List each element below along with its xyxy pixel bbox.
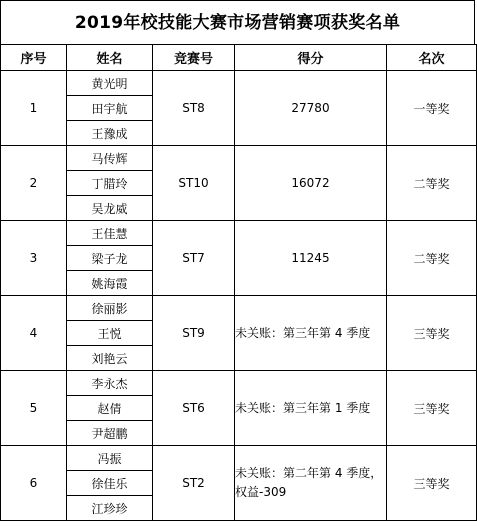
rank-cell: 二等奖	[387, 221, 477, 296]
sheet-title: 2019年校技能大赛市场营销赛项获奖名单	[0, 0, 475, 44]
member-name: 吴龙威	[67, 196, 153, 221]
table-row	[1, 146, 477, 171]
score-cell: 16072	[235, 146, 387, 221]
seq-cell: 1	[1, 71, 67, 146]
match-no-cell: ST10	[153, 146, 235, 221]
seq-cell: 4	[1, 296, 67, 371]
member-name: 黄光明	[67, 71, 153, 96]
score-cell: 未关账：第二年第 4 季度，权益-309	[235, 446, 387, 521]
header-match-no: 竞赛号	[153, 45, 235, 71]
table-row	[1, 71, 477, 96]
score-cell: 27780	[235, 71, 387, 146]
score-cell: 未关账：第三年第 1 季度	[235, 371, 387, 446]
seq-cell: 6	[1, 446, 67, 521]
member-name: 姚海霞	[67, 271, 153, 296]
match-no-cell: ST9	[153, 296, 235, 371]
member-name: 王悦	[67, 321, 153, 346]
match-no-cell: ST7	[153, 221, 235, 296]
member-name: 徐丽影	[67, 296, 153, 321]
score-cell: 11245	[235, 221, 387, 296]
header-row	[1, 45, 477, 71]
rank-cell: 一等奖	[387, 71, 477, 146]
rank-cell: 三等奖	[387, 446, 477, 521]
header-score: 得分	[235, 45, 387, 71]
header-rank: 名次	[387, 45, 477, 71]
table-row	[1, 221, 477, 246]
table-row	[1, 446, 477, 471]
member-name: 江珍珍	[67, 496, 153, 521]
member-name: 刘艳云	[67, 346, 153, 371]
awards-table	[0, 44, 477, 521]
match-no-cell: ST6	[153, 371, 235, 446]
table-row	[1, 296, 477, 321]
member-name: 尹超鹏	[67, 421, 153, 446]
seq-cell: 3	[1, 221, 67, 296]
member-name: 马传辉	[67, 146, 153, 171]
member-name: 赵倩	[67, 396, 153, 421]
seq-cell: 5	[1, 371, 67, 446]
match-no-cell: ST2	[153, 446, 235, 521]
member-name: 徐佳乐	[67, 471, 153, 496]
member-name: 冯振	[67, 446, 153, 471]
seq-cell: 2	[1, 146, 67, 221]
header-seq: 序号	[1, 45, 67, 71]
rank-cell: 三等奖	[387, 371, 477, 446]
rank-cell: 三等奖	[387, 296, 477, 371]
member-name: 田宇航	[67, 96, 153, 121]
score-cell: 未关账：第三年第 4 季度	[235, 296, 387, 371]
rank-cell: 二等奖	[387, 146, 477, 221]
header-name: 姓名	[67, 45, 153, 71]
member-name: 丁腊玲	[67, 171, 153, 196]
member-name: 王佳慧	[67, 221, 153, 246]
member-name: 梁子龙	[67, 246, 153, 271]
member-name: 王豫成	[67, 121, 153, 146]
match-no-cell: ST8	[153, 71, 235, 146]
table-row	[1, 371, 477, 396]
member-name: 李永杰	[67, 371, 153, 396]
